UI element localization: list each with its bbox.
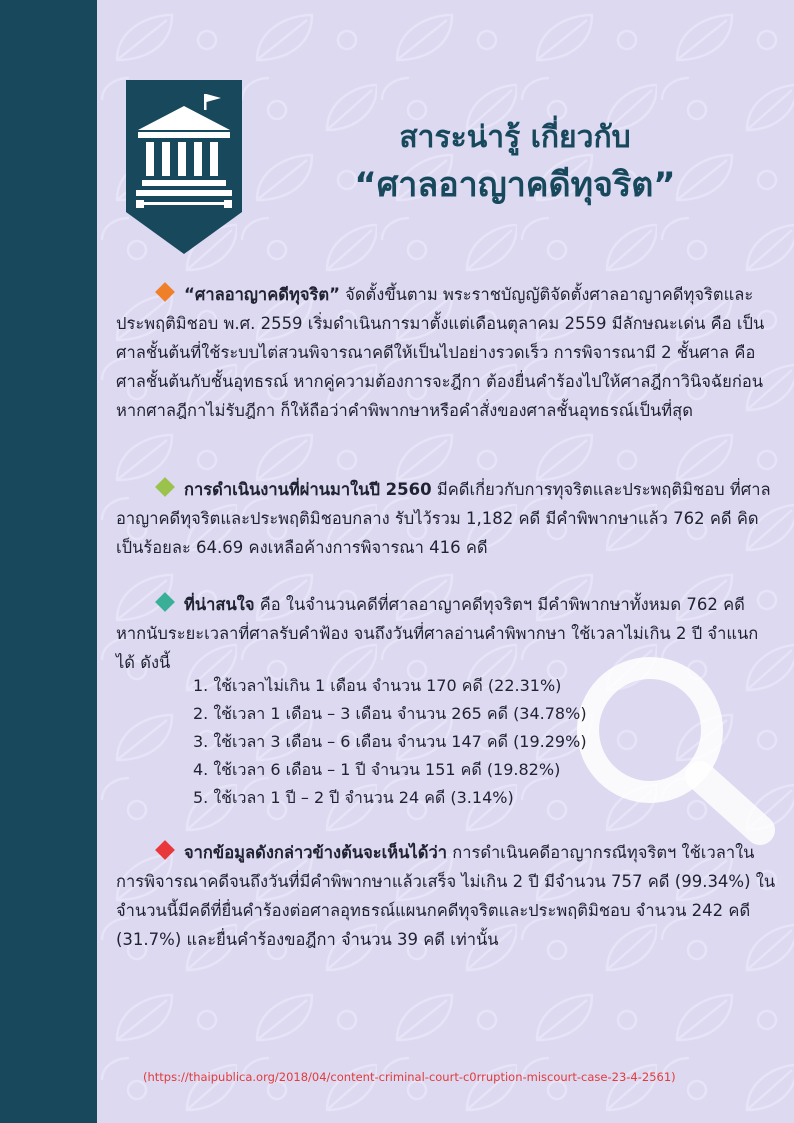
courthouse-icon [126, 80, 242, 254]
list-item: 4. ใช้เวลา 6 เดือน – 1 ปี จำนวน 151 คดี (19.82%) [193, 760, 561, 779]
section-operations-2560 [116, 475, 776, 562]
side-bar [0, 0, 97, 1123]
title-line-1: สาระน่ารู้ เกี่ยวกับ [399, 120, 631, 155]
duration-list [193, 672, 587, 812]
magnifier-icon [560, 648, 780, 848]
page-title [255, 116, 775, 210]
teal-diamond-icon [155, 592, 175, 612]
red-diamond-icon [155, 840, 175, 860]
section-lead: ที่น่าสนใจ [184, 595, 255, 614]
section-court-intro [116, 280, 776, 425]
section-lead: “ศาลอาญาคดีทุจริต” [184, 285, 340, 304]
section-text: คือ ในจำนวนคดีที่ศาลอาญาคดีทุจริตฯ มีคำพิพากษาทั้งหมด 762 คดี หากนับระยะเวลาที่ศาลรับคำฟ้อง จนถึงวันที่ศาลอ่านคำพิพากษา ใช้เวลาไม่เกิน 2 ปี จำแนกได้ ดังนี้ [116, 595, 759, 672]
list-item: 1. ใช้เวลาไม่เกิน 1 เดือน จำนวน 170 คดี (22.31%) [193, 676, 562, 695]
section-text: มีคดีเกี่ยวกับการทุจริตและประพฤติมิชอบ ที่ศาลอาญาคดีทุจริตและประพฤติมิชอบกลาง รับไว้รวม 1,182 คดี มีคำพิพากษาแล้ว 762 คดี คิดเป็นร้อยละ 64.69 คงเหลือค้างการพิจารณา 416 คดี [116, 480, 771, 557]
title-line-2: “ศาลอาญาคดีทุจริต” [354, 165, 676, 205]
section-text: จัดตั้งขึ้นตาม พระราชบัญญัติจัดตั้งศาลอาญาคดีทุจริตและประพฤติมิชอบ พ.ศ. 2559 เริ่มดำเนินการมาตั้งแต่เดือนตุลาคม 2559 มีลักษณะเด่น คือ เป็นศาลชั้นต้นที่ใช้ระบบไต่สวนพิจารณาคดีให้เป็นไปอย่างรวดเร็ว การพิจารณามี 2 ชั้นศาล คือ ศาลชั้นต้นกับชั้นอุทธรณ์ หากคู่ความต้องการจะฎีกา ต้องยื่นคำร้องไปให้ศาลฎีกาวินิจฉัยก่อน หากศาลฎีกาไม่รับฎีกา ก็ให้ถือว่าคำพิพากษาหรือคำสั่งของศาลชั้นอุทธรณ์เป็นที่สุด [116, 285, 765, 420]
list-item: 2. ใช้เวลา 1 เดือน – 3 เดือน จำนวน 265 คดี (34.78%) [193, 704, 587, 723]
list-item: 3. ใช้เวลา 3 เดือน – 6 เดือน จำนวน 147 คดี (19.29%) [193, 732, 587, 751]
source-link[interactable]: (https://thaipublica.org/2018/04/content-criminal-court-c0rruption-miscourt-case-23-4-2561) [143, 1070, 676, 1084]
green-diamond-icon [155, 477, 175, 497]
orange-diamond-icon [155, 282, 175, 302]
section-lead: การดำเนินงานที่ผ่านมาในปี 2560 [184, 480, 432, 499]
section-conclusion [116, 838, 776, 954]
section-text: การดำเนินคดีอาญากรณีทุจริตฯ ใช้เวลาในการพิจารณาคดีจนถึงวันที่มีคำพิพากษาแล้วเสร็จ ไม่เกิน 2 ปี มีจำนวน 757 คดี (99.34%) ในจำนวนนี้มีคดีที่ยื่นคำร้องต่อศาลอุทธรณ์แผนกคดีทุจริตและประพฤติมิชอบ จำนวน 242 คดี (31.7%) และยื่นคำร้องขอฎีกา จำนวน 39 คดี เท่านั้น [116, 843, 776, 949]
section-lead: จากข้อมูลดังกล่าวข้างต้นจะเห็นได้ว่า [184, 843, 447, 862]
list-item: 5. ใช้เวลา 1 ปี – 2 ปี จำนวน 24 คดี (3.14%) [193, 788, 514, 807]
